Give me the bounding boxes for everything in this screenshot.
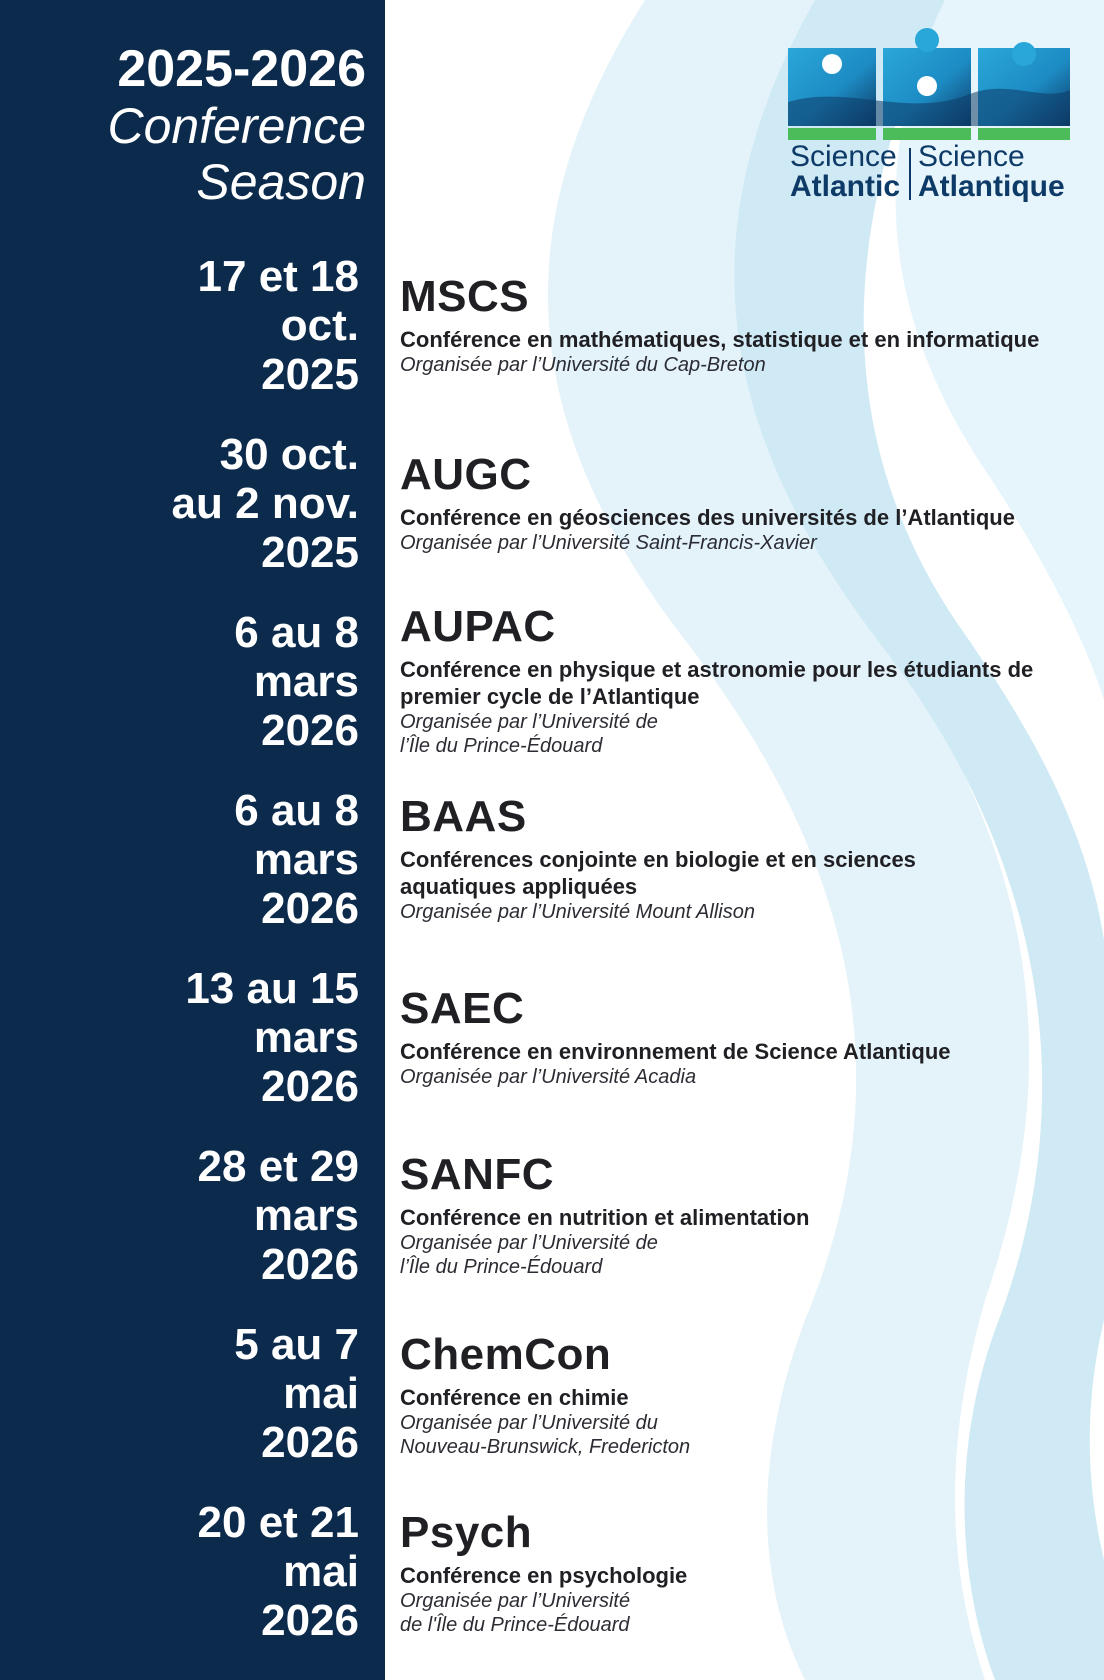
conference-entry [400, 602, 1080, 758]
conference-host-line-2: Nouveau-Brunswick, Fredericton [400, 1436, 691, 1458]
date-line: oct. [280, 301, 359, 350]
conference-entry [400, 1150, 1080, 1279]
conference-host-line-2: de l'Île du Prince-Édouard [400, 1614, 630, 1636]
date-line: 6 au 8 [234, 786, 359, 835]
conference-acronym: AUPAC [400, 602, 556, 651]
logo-divider [909, 148, 911, 200]
conference-host: Organisée par l’Université du [400, 1412, 658, 1434]
conference-acronym: AUGC [400, 450, 532, 499]
conference-name-line-2: premier cycle de l’Atlantique [400, 684, 700, 709]
date-line: 2025 [261, 528, 359, 577]
conference-date [0, 786, 359, 933]
date-line: 28 et 29 [197, 1142, 359, 1191]
conference-entry [400, 984, 1080, 1089]
conference-host: Organisée par l’Université de [400, 711, 658, 733]
conference-host: Organisée par l’Université du Cap-Breton [400, 354, 766, 376]
date-line: 2026 [261, 1596, 359, 1645]
conference-host-line-2: l’Île du Prince-Édouard [400, 735, 603, 757]
conference-name: Conférence en environnement de Science Atlantique [400, 1039, 951, 1064]
season-title [108, 40, 367, 210]
conference-name: Conférences conjointe en biologie et en sciences [400, 847, 916, 872]
logo-atlantic-en: Atlantic [790, 170, 901, 203]
conference-entry [400, 450, 1080, 555]
conference-name: Conférence en géosciences des universités de l’Atlantique [400, 505, 1015, 530]
date-line: 5 au 7 [234, 1320, 359, 1369]
conference-name: Conférence en psychologie [400, 1563, 688, 1588]
date-line: 30 oct. [219, 430, 359, 479]
science-atlantic-logo [788, 24, 1070, 204]
date-line: mars [253, 1013, 359, 1062]
puzzle-logo-icon [788, 24, 1070, 144]
conference-host-line-2: l’Île du Prince-Édouard [400, 1256, 603, 1278]
conference-date [0, 252, 359, 399]
conference-date [0, 964, 359, 1111]
date-line: 17 et 18 [197, 252, 359, 301]
season-line-1: Conference [107, 98, 366, 154]
conference-host: Organisée par l’Université de [400, 1232, 658, 1254]
logo-science-fr: Science [918, 140, 1025, 173]
conference-name: Conférence en mathématiques, statistique et en informatique [400, 327, 1040, 352]
conference-host: Organisée par l’Université Saint-Francis-Xavier [400, 532, 817, 554]
date-line: au 2 nov. [171, 479, 359, 528]
conference-entry [400, 1508, 1080, 1637]
logo-atlantique-fr: Atlantique [918, 170, 1065, 203]
conference-name: Conférence en physique et astronomie pour les étudiants de [400, 657, 1034, 682]
date-line: 2025 [261, 350, 359, 399]
conference-host: Organisée par l’Université Acadia [400, 1066, 697, 1088]
date-line: 2026 [261, 1240, 359, 1289]
date-line: 2026 [261, 706, 359, 755]
conference-host: Organisée par l’Université [400, 1590, 631, 1612]
season-line-2: Season [196, 154, 366, 210]
conference-date [0, 1320, 359, 1467]
conference-host: Organisée par l’Université Mount Allison [400, 901, 755, 923]
date-line: 6 au 8 [234, 608, 359, 657]
conference-acronym: SANFC [400, 1150, 555, 1199]
conference-name: Conférence en chimie [400, 1385, 629, 1410]
season-years: 2025-2026 [117, 40, 366, 98]
date-line: mai [283, 1369, 359, 1418]
conference-date [0, 608, 359, 755]
date-line: 2026 [261, 1062, 359, 1111]
conference-entry [400, 792, 1080, 924]
conference-acronym: ChemCon [400, 1330, 612, 1379]
conference-entry [400, 1330, 1080, 1459]
conference-acronym: MSCS [400, 272, 530, 321]
conference-date [0, 430, 359, 577]
conference-date [0, 1142, 359, 1289]
date-line: 20 et 21 [197, 1498, 359, 1547]
conference-acronym: Psych [400, 1508, 533, 1557]
date-line: mai [283, 1547, 359, 1596]
date-line: mars [253, 657, 359, 706]
conference-acronym: BAAS [400, 792, 527, 841]
date-line: 2026 [261, 884, 359, 933]
conference-acronym: SAEC [400, 984, 525, 1033]
conference-entry [400, 272, 1080, 377]
date-line: mars [253, 1191, 359, 1240]
logo-science-en: Science [790, 140, 897, 173]
date-line: 13 au 15 [185, 964, 359, 1013]
conference-name-line-2: aquatiques appliquées [400, 874, 638, 899]
date-line: mars [253, 835, 359, 884]
logo-wordmark [788, 142, 1070, 202]
date-line: 2026 [261, 1418, 359, 1467]
conference-date [0, 1498, 359, 1645]
conference-name: Conférence en nutrition et alimentation [400, 1205, 810, 1230]
